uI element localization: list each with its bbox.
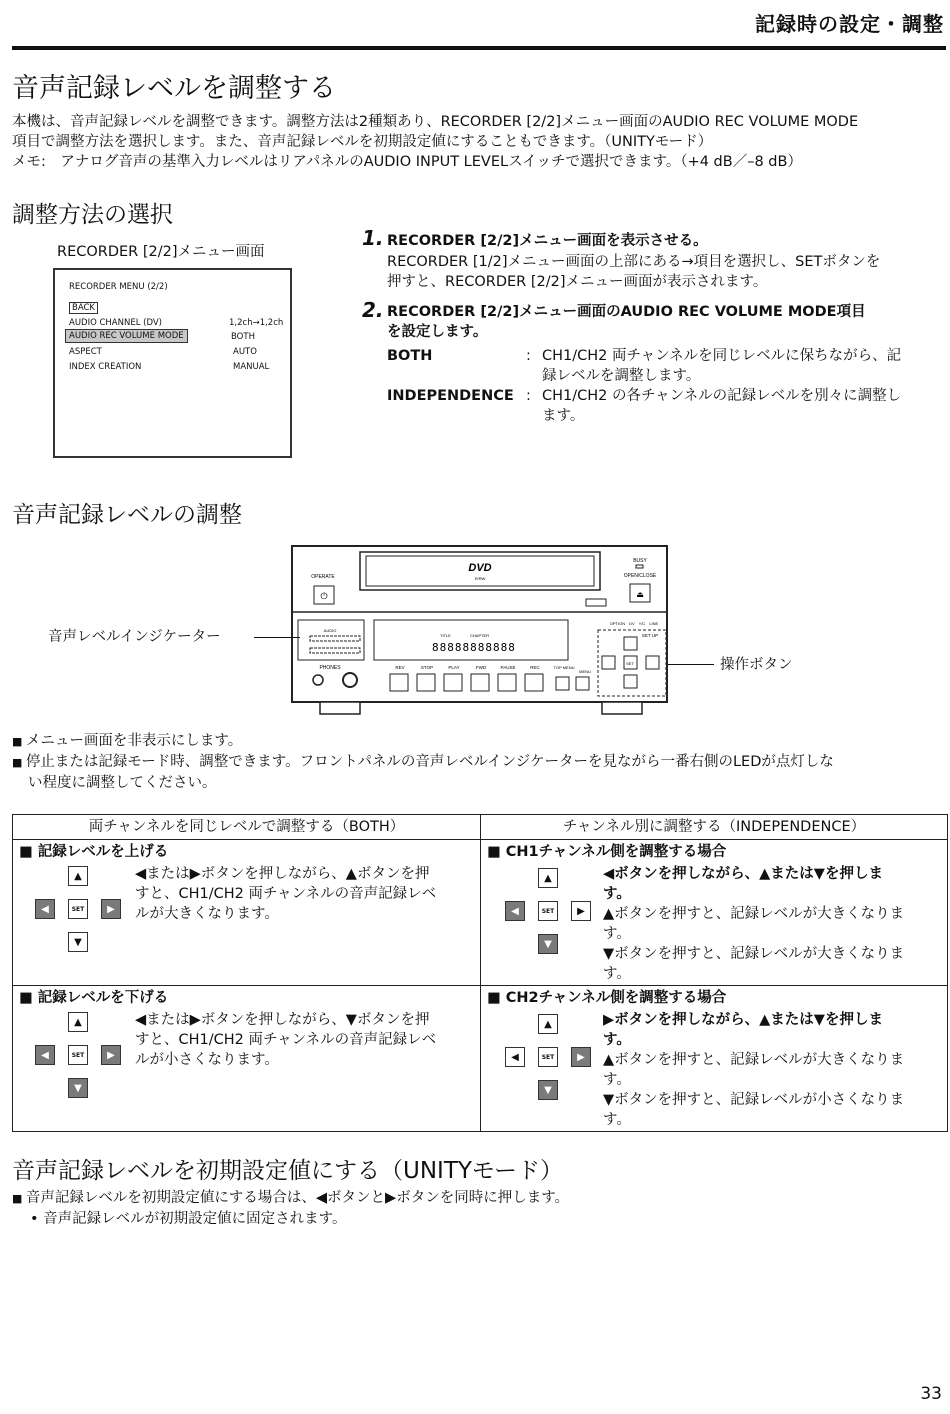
cell-title: ■ CH1チャンネル側を調整する場合 (487, 844, 727, 860)
cell-line: ◀または▶ボタンを押しながら、▲ボタンを押 (135, 866, 430, 882)
cell-line: す。 (603, 886, 631, 902)
dpad-right-key: ▶ (101, 1045, 121, 1065)
callout-operation-buttons: 操作ボタン (720, 657, 793, 673)
cell-line: ▲ボタンを押すと、記録レベルが大きくなりま (603, 906, 905, 922)
dpad-icon (505, 868, 591, 954)
cell-line: ◀または▶ボタンを押しながら、▼ボタンを押 (135, 1012, 430, 1028)
dpad-icon (35, 866, 121, 952)
eject-icon: ⏏ (636, 590, 644, 599)
dpad-icon (505, 1014, 591, 1100)
input-option-label: OPTION DV Y/C LINE (609, 621, 659, 626)
cell-line: す。 (603, 926, 631, 942)
cell-body (135, 1010, 479, 1070)
cell-line: す。 (603, 1032, 631, 1048)
cell-body (603, 864, 943, 984)
callout-line-right (668, 664, 714, 665)
cell-line: ルが大きくなります。 (135, 906, 279, 922)
option-both-desc (542, 346, 948, 386)
intro-line-2: 項目で調整方法を選択します。また、音声記録レベルを初期設定値にすることもできます。（UNITYモード） (12, 134, 713, 150)
dpad-up-key: ▲ (538, 868, 558, 888)
cell-line: すと、CH1/CH2 両チャンネルの音声記録レベ (135, 886, 437, 902)
phones-jack[interactable] (313, 675, 323, 685)
menu-row-value: 1,2ch→1,2ch (229, 318, 284, 328)
phones-volume-knob[interactable] (343, 673, 357, 687)
step-2-title-line: RECORDER [2/2]メニュー画面のAUDIO REC VOLUME MODE項目 (387, 304, 866, 320)
cell-title: ■ 記録レベルを下げる (19, 990, 169, 1006)
top-menu-label: TOP MENU (553, 665, 575, 670)
cell-line: す。 (603, 1072, 631, 1088)
note-1: ■ メニュー画面を非表示にします。 (12, 733, 243, 749)
note-2: ■ 停止または記録モード時、調整できます。フロントパネルの音声レベルインジケーターを見ながら一番右側のLEDが点灯しな (12, 754, 834, 770)
rec-label: REC (530, 665, 540, 670)
play-label: PLAY (448, 665, 460, 670)
cell-line: すと、CH1/CH2 両チャンネルの音声記録レベ (135, 1032, 437, 1048)
cell-line: ▶ボタンを押しながら、▲または▼を押しま (603, 1012, 883, 1028)
left-foot (320, 702, 360, 714)
note-text: い程度に調整してください。 (28, 775, 217, 791)
menu-row-value: BOTH (231, 332, 255, 342)
cell-line: ▼ボタンを押すと、記録レベルが大きくなりま (603, 946, 905, 962)
dvd-sub: R/RW (474, 576, 486, 581)
option-desc-line: CH1/CH2 の各チャンネルの記録レベルを別々に調整し (542, 388, 902, 404)
step-2-title-line: を設定します。 (387, 324, 488, 340)
section-heading-unity: 音声記録レベルを初期設定値にする（UNITYモード） (12, 1158, 564, 1184)
menu-row-value: MANUAL (233, 362, 270, 372)
rev-label: REV (395, 665, 405, 670)
cell-line: ルが小さくなります。 (135, 1052, 279, 1068)
cell-ch2 (481, 986, 948, 1132)
dpad-down-key: ▼ (538, 934, 558, 954)
menu-title: RECORDER MENU (2/2) (69, 282, 168, 292)
dpad-set-key: SET (538, 1047, 558, 1067)
dpad-up-key: ▲ (68, 1012, 88, 1032)
dpad-down-key: ▼ (538, 1080, 558, 1100)
dpad-set-key: SET (538, 901, 558, 921)
intro-memo: メモ: アナログ音声の基準入力レベルはリアパネルのAUDIO INPUT LEVELスイッチで選択できます。（+4 dB／–8 dB） (12, 154, 802, 170)
option-desc-line: CH1/CH2 両チャンネルを同じレベルに保ちながら、記 (542, 348, 902, 364)
step-1-line: RECORDER [1/2]メニュー画面の上部にある→項目を選択し、SETボタンを (387, 254, 881, 270)
display-window (374, 620, 568, 660)
busy-label: BUSY (633, 558, 647, 564)
adjustment-table (12, 814, 948, 1132)
header-rule (12, 46, 946, 50)
transport-buttons[interactable] (390, 674, 589, 691)
dpad-set-key: SET (68, 899, 88, 919)
dpad-right-key: ▶ (571, 1047, 591, 1067)
option-desc-line: 録レベルを調整します。 (542, 368, 701, 384)
dpad-left-key: ◀ (505, 1047, 525, 1067)
fluorescent-digits: 88888888888 (432, 641, 516, 654)
phones-label: PHONES (319, 665, 341, 671)
chapter-label: CHAPTER (470, 633, 490, 638)
page-title: 音声記録レベルを調整する (12, 73, 336, 104)
callout-line-left (254, 637, 300, 638)
dpad-icon (35, 1012, 121, 1098)
recorder-front-panel (290, 544, 670, 719)
menu-label: MENU (579, 669, 591, 674)
unity-bullet-text: 音声記録レベルを初期設定値にする場合は、◀ボタンと▶ボタンを同時に押します。 (25, 1190, 570, 1206)
audio-label: AUDIO (323, 628, 337, 633)
operate-label: OPERATE (311, 574, 335, 580)
option-independence-label: INDEPENDENCE (387, 388, 514, 404)
dpad-right-key: ▶ (101, 899, 121, 919)
menu-row-label[interactable]: AUDIO CHANNEL (DV) (69, 318, 162, 328)
option-colon: : (526, 388, 531, 404)
step-1-line: 押すと、RECORDER [2/2]メニュー画面が表示されます。 (387, 274, 768, 290)
step-1-title: RECORDER [2/2]メニュー画面を表示させる。 (387, 233, 708, 249)
menu-row-value: AUTO (233, 347, 257, 357)
dpad-up-key: ▲ (538, 1014, 558, 1034)
note-text: 停止または記録モード時、調整できます。フロントパネルの音声レベルインジケーターを見ながら一番右側のLEDが点灯しな (25, 754, 834, 770)
cell-line: す。 (603, 1112, 631, 1128)
cell-both-down (13, 986, 481, 1132)
dpad-set-key: SET (68, 1045, 88, 1065)
intro (12, 112, 948, 172)
pause-label: PAUSE (500, 665, 516, 670)
dvd-logo: DVD (468, 562, 492, 574)
cell-line: ▼ボタンを押すと、記録レベルが小さくなりま (603, 1092, 905, 1108)
cell-both-up (13, 840, 481, 986)
callout-audio-indicator: 音声レベルインジケーター (48, 629, 221, 645)
dpad-left-key: ◀ (35, 1045, 55, 1065)
menu-row-label[interactable]: INDEX CREATION (69, 362, 142, 372)
option-colon: : (526, 348, 531, 364)
cell-title: ■ 記録レベルを上げる (19, 844, 169, 860)
power-icon: ⏻ (320, 592, 328, 602)
dpad-down-key: ▼ (68, 932, 88, 952)
cell-title: ■ CH2チャンネル側を調整する場合 (487, 990, 727, 1006)
unity-bullet: ■ 音声記録レベルを初期設定値にする場合は、◀ボタンと▶ボタンを同時に押します。 (12, 1190, 570, 1206)
open-close-label: OPEN/CLOSE (623, 573, 657, 579)
cell-line: ◀ボタンを押しながら、▲または▼を押しま (603, 866, 883, 882)
section-heading-adjust: 音声記録レベルの調整 (12, 502, 242, 528)
audio-level-indicator (298, 620, 364, 660)
menu-row-label-selected[interactable]: AUDIO REC VOLUME MODE (65, 329, 188, 343)
stop-label: STOP (420, 665, 434, 670)
cell-line: ▲ボタンを押すと、記録レベルが大きくなりま (603, 1052, 905, 1068)
fwd-label: FWD (475, 665, 487, 670)
dpad-down-key: ▼ (68, 1078, 88, 1098)
unity-sub-text: 音声記録レベルが初期設定値に固定されます。 (43, 1211, 347, 1227)
dpad-left-key: ◀ (505, 901, 525, 921)
device-set-label: SET (626, 661, 634, 666)
cell-body (603, 1010, 943, 1130)
adjust-notes (12, 731, 948, 793)
step-1-number: 1. (362, 226, 384, 250)
dpad-up-key: ▲ (68, 866, 88, 886)
menu-screen (53, 268, 292, 458)
page-number: 33 (920, 1384, 942, 1404)
intro-line-1: 本機は、音声記録レベルを調整できます。調整方法は2種類あり、RECORDER [2/2]メニュー画面のAUDIO REC VOLUME MODE (12, 114, 859, 130)
unity-sub: • 音声記録レベルが初期設定値に固定されます。 (30, 1211, 347, 1227)
right-foot (602, 702, 642, 714)
note-text: メニュー画面を非表示にします。 (25, 733, 243, 749)
table-header-independence: チャンネル別に調整する（INDEPENDENCE） (481, 815, 948, 840)
option-desc-line: ます。 (542, 408, 585, 424)
cell-ch1 (481, 840, 948, 986)
step-2-number: 2. (362, 298, 384, 322)
option-both-label: BOTH (387, 348, 433, 364)
dpad-left-key: ◀ (35, 899, 55, 919)
table-header-both: 両チャンネルを同じレベルで調整する（BOTH） (13, 815, 481, 840)
step-2-title (387, 302, 947, 342)
cell-line: す。 (603, 966, 631, 982)
title-label: TITLE (440, 633, 451, 638)
menu-caption: RECORDER [2/2]メニュー画面 (57, 244, 265, 260)
setup-label: SET UP (641, 633, 659, 638)
menu-back-button[interactable]: BACK (69, 302, 98, 314)
option-independence-desc (542, 386, 948, 426)
dpad-right-key: ▶ (571, 901, 591, 921)
step-1-body (387, 252, 947, 292)
section-header: 記録時の設定・調整 (755, 12, 944, 36)
section-heading-select: 調整方法の選択 (12, 202, 173, 228)
cell-body (135, 864, 479, 924)
menu-row-label[interactable]: ASPECT (69, 347, 102, 357)
